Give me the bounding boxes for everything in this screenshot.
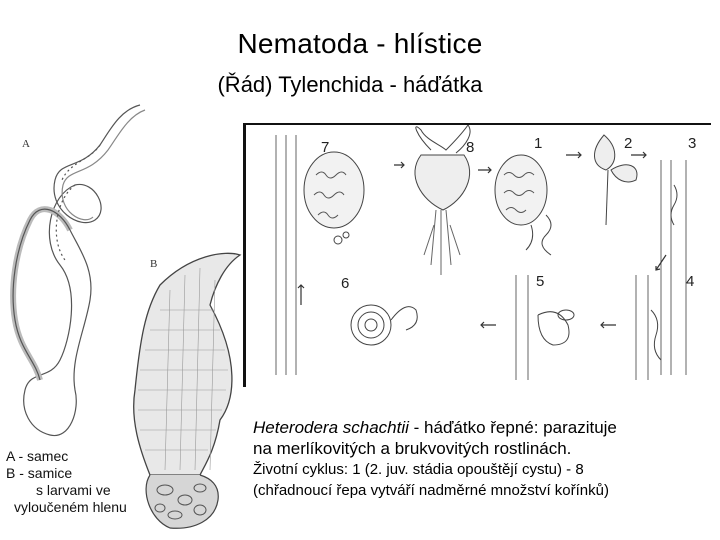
stage-8-illustration — [415, 125, 470, 275]
stage-3-illustration — [661, 160, 686, 375]
figure-label-b: B — [150, 258, 158, 270]
stage-4-illustration — [636, 275, 661, 380]
legend-line: B - samice — [6, 465, 73, 481]
species-name: Heterodera schachtii — [253, 418, 409, 437]
legend-line: s larvami ve — [36, 482, 111, 498]
legend-line: vyloučeném hlenu — [14, 499, 127, 515]
stage-label: 6 — [341, 275, 350, 292]
caption-line-3: Životní cyklus: 1 (2. juv. stádia opouštějí cystu) - 8 — [253, 461, 584, 478]
stage-label: 7 — [321, 139, 330, 156]
stage-5-illustration — [516, 275, 574, 380]
legend-line: A - samec — [6, 448, 69, 464]
male-worm-inner — [62, 110, 145, 220]
stage-1-illustration — [495, 155, 551, 255]
stage-7-illustration — [276, 135, 364, 375]
stage-label: 1 — [534, 135, 543, 152]
life-cycle-diagram — [243, 123, 711, 387]
stage-label: 3 — [688, 135, 697, 152]
stage-label: 2 — [624, 135, 633, 152]
species-caption — [253, 417, 713, 501]
caption-description: - háďátko řepné: parazituje — [408, 418, 617, 437]
caption-line-4: (chřadnoucí řepa vytváří nadměrné množství kořínků) — [253, 482, 609, 499]
life-cycle-drawing — [246, 125, 711, 387]
figure-label-a: A — [22, 138, 30, 150]
stage-label: 8 — [466, 139, 475, 156]
caption-line-1 — [253, 417, 713, 438]
caption-line-2: na merlíkovitých a brukvovitých rostlinách. — [253, 439, 572, 458]
stage-6-illustration — [351, 305, 417, 345]
male-worm-outer — [24, 105, 140, 436]
page-subtitle: (Řád) Tylenchida - háďátka — [217, 72, 483, 97]
female-cyst-body — [134, 253, 240, 475]
figure-legend — [6, 448, 127, 516]
page-title: Nematoda - hlístice — [237, 28, 483, 59]
stage-label: 5 — [536, 273, 545, 290]
stage-label: 4 — [686, 273, 695, 290]
